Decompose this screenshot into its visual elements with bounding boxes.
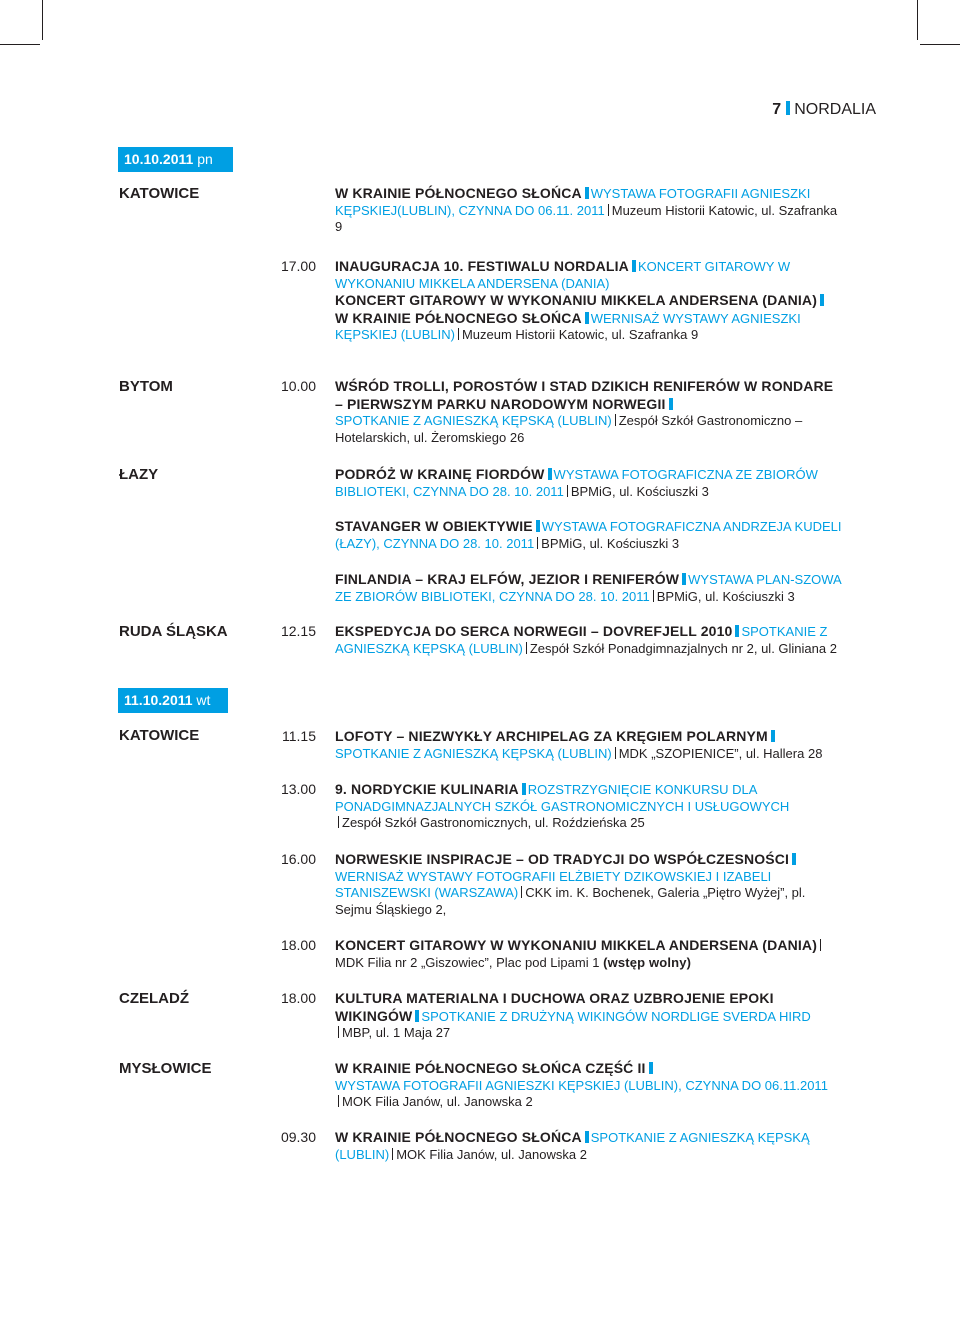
event-venue: MOK Filia Janów, ul. Janowska 2 (342, 1094, 533, 1109)
event-venue: Muzeum Historii Katowic, ul. Szafranka 9 (461, 327, 699, 342)
header-divider (786, 101, 790, 115)
pipe-divider (653, 590, 654, 602)
pipe-divider (521, 886, 522, 898)
event-description (335, 728, 845, 762)
event-title: W KRAINIE PÓŁNOCNEGO SŁOŃCA (335, 185, 582, 201)
event-venue: Muzeum Historii Katowic, ul. Szafranka 9 (335, 202, 838, 234)
pipe-divider (392, 1148, 393, 1160)
event-venue: MDK Filia nr 2 „Giszowiec”, Plac pod Lipami 1 (335, 954, 600, 970)
event-venue: CKK im. K. Bochenek, Galeria „Piętro Wyżej”, pl. Sejmu Śląskiego 2, (335, 885, 806, 917)
event-type: SPOTKANIE Z AGNIESZKĄ KĘPSKĄ (LUBLIN) (335, 413, 612, 428)
day-weekday: pn (197, 151, 213, 167)
day-date: 11.10.2011 (124, 692, 193, 708)
event-description (335, 258, 845, 344)
event-venue: BPMiG, ul. Kościuszki 3 (541, 535, 680, 551)
event-description (335, 185, 845, 236)
day-weekday: wt (196, 692, 211, 708)
event-type: WERNISAŻ WYSTAWY AGNIESZKI KĘPSKIEJ (LUBLIN) (335, 310, 801, 342)
event-type: SPOTKANIE Z DRUŻYNĄ WIKINGÓW NORDLIGE SVERDA HIRD (421, 1008, 811, 1024)
event-type: KONCERT GITAROWY W WYKONANIU MIKKELA ANDERSENA (DANIA) (335, 259, 791, 291)
event-description (335, 378, 845, 446)
crop-mark-top-right (917, 0, 918, 40)
event-time: 13.00 (280, 781, 316, 797)
page-header (772, 101, 876, 119)
separator-bar (682, 573, 686, 585)
event-title: FINLANDIA – KRAJ ELFÓW, JEZIOR I RENIFERÓW (335, 571, 680, 587)
event-description (335, 571, 845, 605)
event-description (335, 518, 845, 552)
event-type: SPOTKANIE Z AGNIESZKĄ KĘPSKĄ (LUBLIN) (335, 745, 612, 761)
separator-bar (522, 783, 526, 795)
event-venue: Zespół Szkół Ponadgimnazjalnych nr 2, ul. Gliniana 2 (529, 640, 837, 656)
event-time: 10.00 (280, 378, 316, 394)
city-katowice-day2: KATOWICE (119, 727, 200, 744)
event-description (335, 851, 845, 918)
pipe-divider (615, 747, 616, 759)
separator-bar (820, 294, 824, 306)
event-description (335, 1060, 845, 1111)
event-title: STAVANGER W OBIEKTYWIE (335, 518, 533, 534)
pipe-divider (820, 939, 821, 951)
event-title: 9. NORDYCKIE KULINARIA (335, 781, 519, 797)
event-venue: MBP, ul. 1 Maja 27 (342, 1025, 451, 1040)
event-title: NORWESKIE INSPIRACJE – OD TRADYCJI DO WSPÓŁCZESNOŚCI (335, 851, 790, 867)
event-time: 18.00 (280, 937, 316, 953)
event-title: KONCERT GITAROWY W WYKONANIU MIKKELA ANDERSENA (DANIA) (335, 937, 818, 953)
event-description (335, 781, 845, 832)
event-time: 16.00 (280, 851, 316, 867)
pipe-divider (608, 204, 609, 216)
pipe-divider (526, 642, 527, 654)
event-time: 18.00 (280, 990, 316, 1006)
event-description (335, 937, 845, 971)
event-title: KULTURA MATERIALNA I DUCHOWA ORAZ UZBROJENIE EPOKI WIKINGÓW (335, 990, 774, 1024)
event-type: WYSTAWA FOTOGRAFICZNA ZE ZBIORÓW BIBLIOTEKI, CZYNNA DO 28. 10. 2011 (335, 467, 818, 499)
event-type: WERNISAŻ WYSTAWY FOTOGRAFII ELŻBIETY DZIKOWSKIEJ I IZABELI STANISZEWSKI (WARSZAWA) (335, 868, 772, 900)
event-type: ROZSTRZYGNIĘCIE KONKURSU DLA PONADGIMNAZJALNYCH SZKÓŁ GASTRONOMICZNYCH I USŁUGOWYCH (335, 782, 790, 814)
crop-mark-left-horizontal (0, 44, 40, 45)
separator-bar (585, 1131, 589, 1143)
event-time: 17.00 (280, 258, 316, 274)
event-title: INAUGURACJA 10. FESTIWALU NORDALIA (335, 258, 629, 274)
event-description (335, 466, 845, 500)
separator-bar (735, 625, 739, 637)
day-banner-monday (118, 147, 233, 172)
event-venue: BPMiG, ul. Kościuszki 3 (570, 483, 709, 499)
separator-bar (415, 1010, 419, 1022)
pipe-divider (458, 328, 459, 340)
separator-bar (585, 312, 589, 324)
day-date: 10.10.2011 (124, 151, 194, 167)
crop-mark-right-horizontal (920, 44, 960, 45)
pipe-divider (338, 816, 339, 828)
separator-bar (536, 520, 540, 532)
pipe-divider (338, 1095, 339, 1107)
event-title: W KRAINIE PÓŁNOCNEGO SŁOŃCA (335, 1129, 582, 1145)
page-number: 7 (772, 101, 782, 118)
publication-name: NORDALIA (794, 101, 876, 118)
event-description (335, 990, 845, 1042)
day-banner-tuesday (118, 688, 228, 713)
event-time: 09.30 (280, 1129, 316, 1145)
event-note: (wstęp wolny) (599, 954, 692, 970)
pipe-divider (338, 1026, 339, 1038)
event-title: LOFOTY – NIEZWYKŁY ARCHIPELAG ZA KRĘGIEM POLARNYM (335, 728, 768, 744)
event-title: PODRÓŻ W KRAINĘ FIORDÓW (335, 466, 545, 482)
event-description (335, 623, 845, 657)
city-lazy: ŁAZY (119, 466, 159, 483)
city-ruda-slaska: RUDA ŚLĄSKA (119, 623, 228, 640)
separator-bar (632, 260, 636, 272)
event-time: 12.15 (280, 623, 316, 639)
pipe-divider (567, 485, 568, 497)
event-venue: MOK Filia Janów, ul. Janowska 2 (396, 1146, 587, 1162)
separator-bar (649, 1062, 653, 1074)
event-type: SPOTKANIE Z AGNIESZKĄ KĘPSKĄ (LUBLIN) (335, 1130, 810, 1162)
event-description (335, 1129, 845, 1163)
pipe-divider (537, 537, 538, 549)
city-katowice: KATOWICE (119, 185, 200, 202)
crop-mark-top-left (42, 0, 43, 40)
event-title: W KRAINIE PÓŁNOCNEGO SŁOŃCA CZĘŚĆ II (335, 1060, 646, 1076)
event-title: KONCERT GITAROWY W WYKONANIU MIKKELA ANDERSENA (DANIA) (335, 292, 818, 308)
pipe-divider (615, 414, 616, 426)
city-czeladz: CZELADŹ (119, 990, 189, 1007)
separator-bar (792, 853, 796, 865)
city-bytom: BYTOM (119, 378, 173, 395)
separator-bar (585, 187, 589, 199)
event-type: WYSTAWA FOTOGRAFII AGNIESZKI KĘPSKIEJ(LUBLIN), CZYNNA DO 06.11. 2011 (335, 186, 811, 218)
event-venue: Zespół Szkół Gastronomicznych, ul. Roździeńska 25 (342, 815, 645, 830)
separator-bar (771, 730, 775, 742)
event-title: W KRAINIE PÓŁNOCNEGO SŁOŃCA (335, 309, 582, 326)
separator-bar (548, 468, 552, 480)
event-type: WYSTAWA FOTOGRAFICZNA ANDRZEJA KUDELI (ŁAZY), CZYNNA DO 28. 10. 2011 (335, 519, 842, 551)
event-type: WYSTAWA FOTOGRAFII AGNIESZKI KĘPSKIEJ (LUBLIN), CZYNNA DO 06.11.2011 (335, 1077, 828, 1093)
city-myslowice: MYSŁOWICE (119, 1060, 212, 1077)
event-venue: Zespół Szkół Gastronomiczno – Hotelarskich, ul. Żeromskiego 26 (335, 413, 803, 445)
separator-bar (669, 398, 673, 410)
event-type: WYSTAWA PLAN-SZOWA ZE ZBIORÓW BIBLIOTEKI, CZYNNA DO 28. 10. 2011 (335, 572, 842, 604)
event-venue: BPMiG, ul. Kościuszki 3 (656, 588, 795, 604)
event-venue: MDK „SZOPIENICE”, ul. Hallera 28 (618, 745, 823, 761)
event-title: WŚRÓD TROLLI, POROSTÓW I STAD DZIKICH RENIFERÓW W RONDARE – PIERWSZYM PARKU NARODOWYM NORWEGII (335, 378, 834, 412)
event-time: 11.15 (282, 728, 316, 744)
event-type: SPOTKANIE Z AGNIESZKĄ KĘPSKĄ (LUBLIN) (335, 624, 828, 656)
event-title: EKSPEDYCJA DO SERCA NORWEGII – DOVREFJELL 2010 (335, 623, 733, 639)
